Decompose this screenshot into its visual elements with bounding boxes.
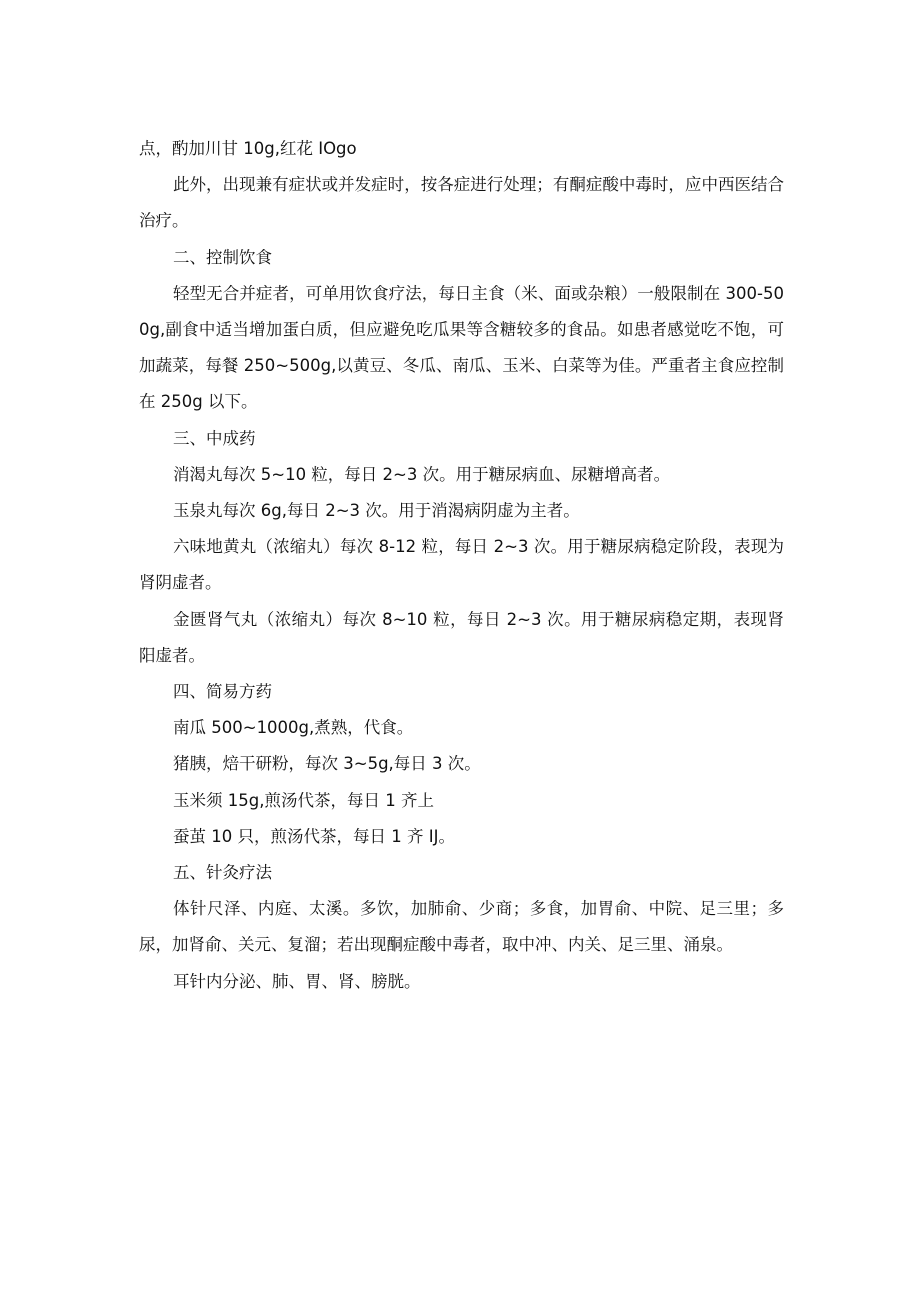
paragraph-ear-acupuncture: 耳针内分泌、肺、胃、肾、膀胱。 xyxy=(173,971,421,991)
paragraph-liuwei-pill: 六味地黄丸（浓缩丸）每次 8-12 粒，每日 2~3 次。用于糖尿病稳定阶段，表现为肾阴虚者。 xyxy=(139,537,784,593)
document-body xyxy=(139,131,784,1000)
section-heading-acupuncture: 五、针灸疗法 xyxy=(173,863,272,883)
section-heading-patent-medicine: 三、中成药 xyxy=(173,428,256,448)
section-heading-diet: 二、控制饮食 xyxy=(173,247,272,267)
paragraph-pig-pancreas: 猪胰，焙干研粉，每次 3~5g,每日 3 次。 xyxy=(173,754,481,774)
paragraph-xiaoke-pill: 消渴丸每次 5~10 粒，每日 2~3 次。用于糖尿病血、尿糖增高者。 xyxy=(173,464,671,484)
paragraph-pumpkin: 南瓜 500~1000g,煮熟，代食。 xyxy=(173,718,414,738)
section-heading-simple-remedies: 四、简易方药 xyxy=(173,682,272,702)
paragraph-continuation: 点，酌加川甘 10g,红花 IOgo xyxy=(139,139,357,158)
paragraph-complications: 此外，出现兼有症状或并发症时，按各症进行处理；有酮症酸中毒时，应中西医结合治疗。 xyxy=(139,175,784,231)
paragraph-yuquan-pill: 玉泉丸每次 6g,每日 2~3 次。用于消渴病阴虚为主者。 xyxy=(173,501,580,521)
paragraph-jingui-pill: 金匮肾气丸（浓缩丸）每次 8~10 粒，每日 2~3 次。用于糖尿病稳定期，表现肾阳虚者。 xyxy=(139,609,784,665)
paragraph-silkworm-cocoon: 蚕茧 10 只，煎汤代茶，每日 1 齐 IJ。 xyxy=(173,826,455,846)
paragraph-body-acupuncture: 体针尺泽、内庭、太溪。多饮，加肺俞、少商；多食，加胃俞、中院、足三里；多尿，加肾俞、关元、复溜；若出现酮症酸中毒者，取中冲、内关、足三里、涌泉。 xyxy=(139,899,784,955)
paragraph-diet: 轻型无合并症者，可单用饮食疗法，每日主食（米、面或杂粮）一般限制在 300-500g,副食中适当增加蛋白质，但应避免吃瓜果等含糖较多的食品。如患者感觉吃不饱，可加蔬菜，每餐 250~500g,以黄豆、冬瓜、南瓜、玉米、白菜等为佳。严重者主食应控制在 250g 以下。 xyxy=(139,283,784,412)
paragraph-corn-silk: 玉米须 15g,煎汤代茶，每日 1 齐上 xyxy=(173,790,434,810)
